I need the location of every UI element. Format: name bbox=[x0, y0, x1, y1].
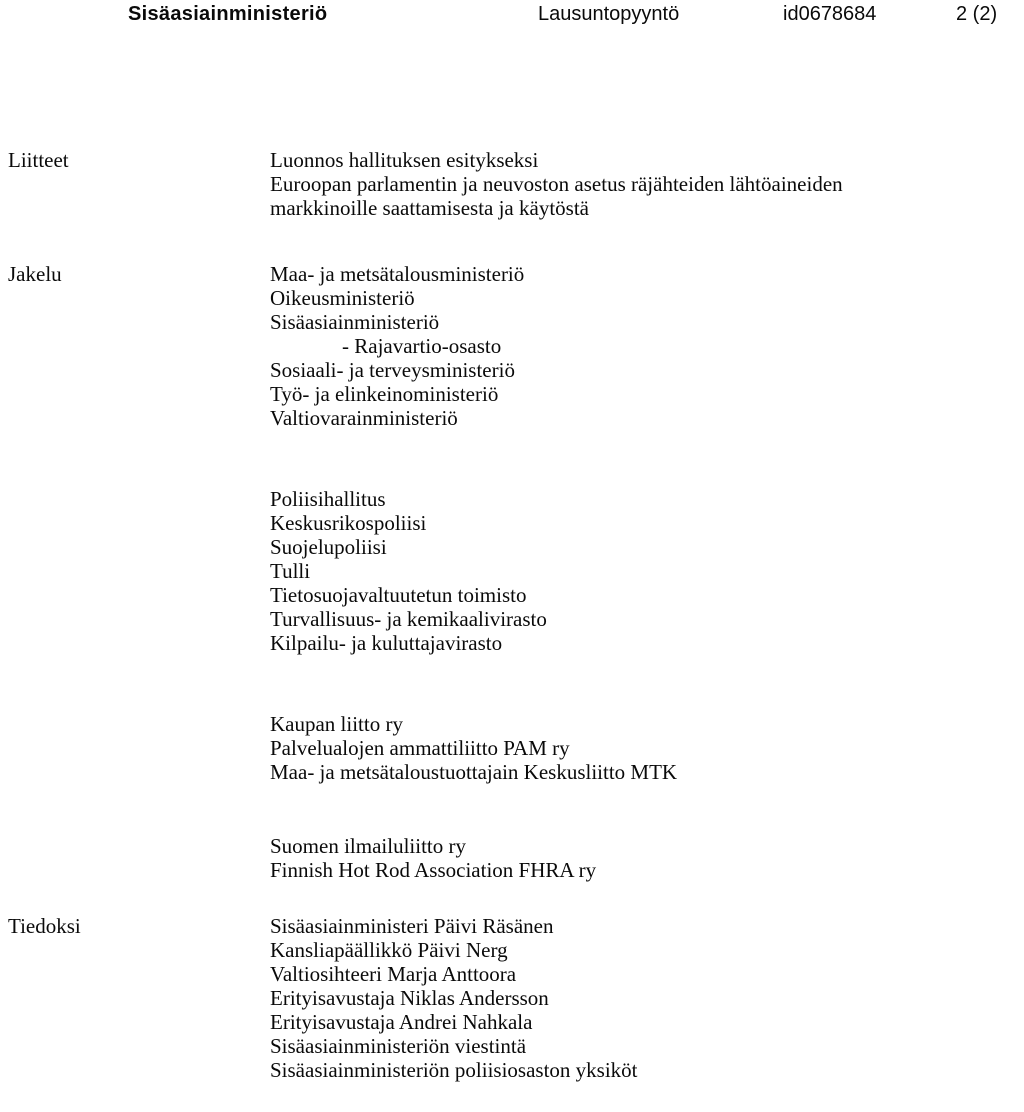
information-item: Kansliapäällikkö Päivi Nerg bbox=[270, 938, 508, 962]
distribution-item: Suomen ilmailuliitto ry bbox=[270, 834, 466, 858]
distribution-ministries bbox=[270, 262, 524, 430]
distribution-item: Tietosuojavaltuutetun toimisto bbox=[270, 583, 527, 607]
distribution-item: Kilpailu- ja kuluttajavirasto bbox=[270, 631, 503, 655]
distribution-item: Poliisihallitus bbox=[270, 487, 386, 511]
information-item bbox=[270, 1082, 638, 1106]
page-header bbox=[0, 0, 1024, 30]
attachments-list bbox=[270, 148, 843, 220]
header-document-type: Lausuntopyyntö bbox=[538, 3, 680, 25]
header-page-number: 2 (2) bbox=[956, 3, 998, 25]
distribution-item: Maa- ja metsätaloustuottajain Keskusliitto MTK bbox=[270, 760, 678, 784]
distribution-item: Finnish Hot Rod Association FHRA ry bbox=[270, 858, 597, 882]
information-item: Erityisavustaja Niklas Andersson bbox=[270, 986, 549, 1010]
information-item: Sisäasiainministeriön poliisiosaston yksiköt bbox=[270, 1058, 638, 1082]
distribution-associations bbox=[270, 712, 677, 784]
distribution-item: Valtiovarainministeriö bbox=[270, 406, 458, 430]
attachment-item: Luonnos hallituksen esitykseksi bbox=[270, 148, 539, 172]
information-item: Erityisavustaja Andrei Nahkala bbox=[270, 1010, 533, 1034]
attachment-item: Euroopan parlamentin ja neuvoston asetus räjähteiden lähtöaineiden bbox=[270, 172, 843, 196]
distribution-subitem: - Rajavartio-osasto bbox=[342, 334, 502, 358]
distribution-item: Suojelupoliisi bbox=[270, 535, 387, 559]
distribution-item: Työ- ja elinkeinoministeriö bbox=[270, 382, 499, 406]
attachments-label: Liitteet bbox=[8, 148, 69, 172]
distribution-item: Oikeusministeriö bbox=[270, 286, 415, 310]
information-item: Sisäasiainministeriön viestintä bbox=[270, 1034, 527, 1058]
header-document-id: id0678684 bbox=[783, 3, 877, 25]
for-information-list bbox=[270, 914, 638, 1106]
distribution-clubs bbox=[270, 834, 596, 882]
information-item: Sisäasiainministeri Päivi Räsänen bbox=[270, 914, 554, 938]
header-organization: Sisäasiainministeriö bbox=[128, 3, 328, 25]
attachment-item: markkinoille saattamisesta ja käytöstä bbox=[270, 196, 589, 220]
distribution-item: Sisäasiainministeriö bbox=[270, 310, 440, 334]
for-information-label: Tiedoksi bbox=[8, 914, 81, 938]
distribution-item: Maa- ja metsätalousministeriö bbox=[270, 262, 525, 286]
distribution-label: Jakelu bbox=[8, 262, 62, 286]
information-item: Valtiosihteeri Marja Anttoora bbox=[270, 962, 517, 986]
distribution-agencies bbox=[270, 487, 547, 655]
distribution-item: Sosiaali- ja terveysministeriö bbox=[270, 358, 515, 382]
distribution-item: Kaupan liitto ry bbox=[270, 712, 403, 736]
distribution-item: Palvelualojen ammattiliitto PAM ry bbox=[270, 736, 570, 760]
distribution-item: Tulli bbox=[270, 559, 311, 583]
distribution-item: Turvallisuus- ja kemikaalivirasto bbox=[270, 607, 547, 631]
distribution-item: Keskusrikospoliisi bbox=[270, 511, 427, 535]
